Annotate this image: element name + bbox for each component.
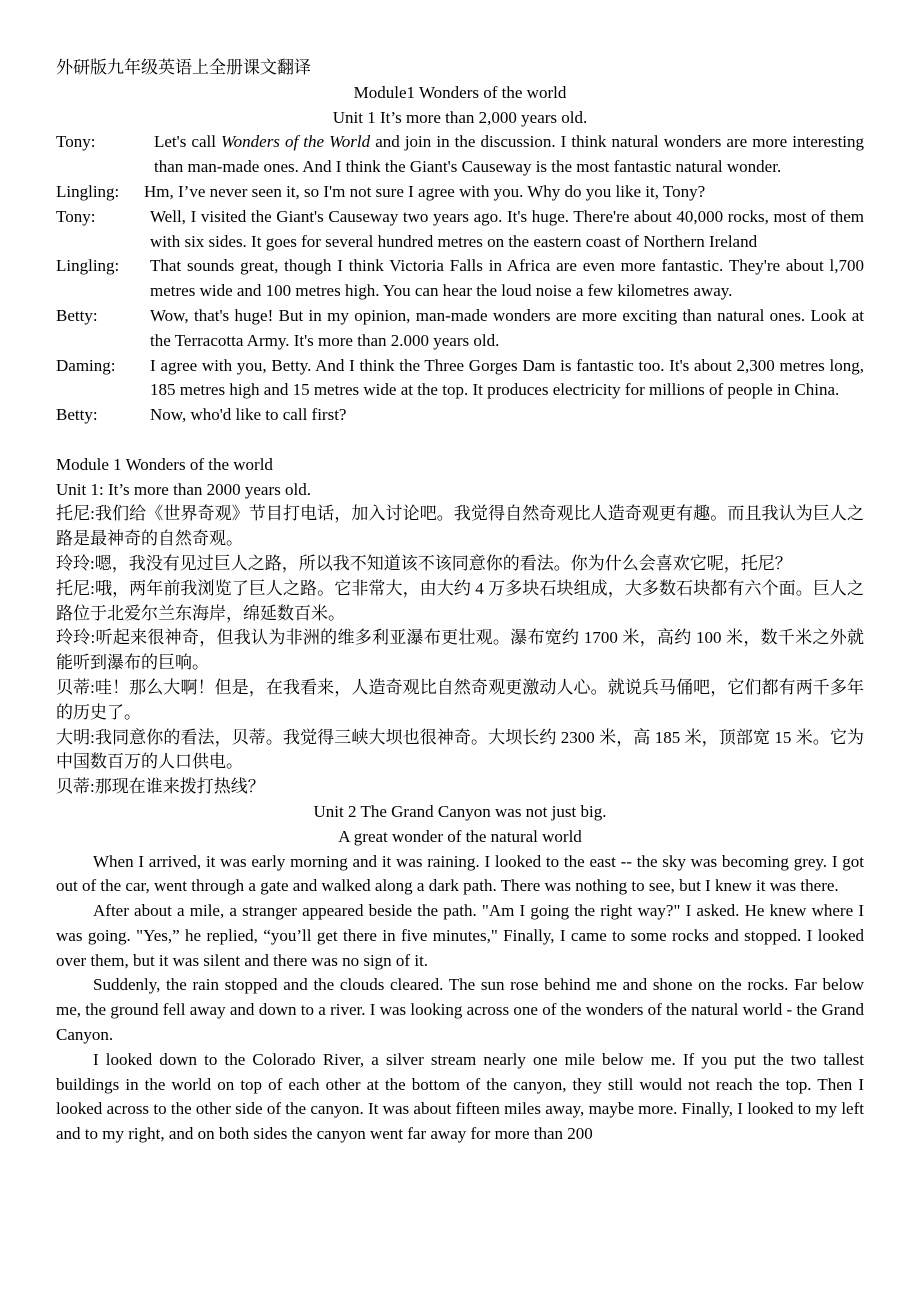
- story-paragraph: I looked down to the Colorado River, a silver stream nearly one mile below me. If you put the two tallest buildings in the world on top of each other at the bottom of the canyon, they still would not reach the top. Then I looked across to the other side of the canyon. It was about fifteen miles away, maybe more. Finally, I looked to my left and to my right, and on both sides the canyon went far away for more than 200: [56, 1049, 864, 1144]
- speaker-label: Betty:: [56, 305, 98, 325]
- program-title: Wonders of the World: [221, 132, 371, 152]
- story-paragraph: Suddenly, the rain stopped and the clouds cleared. The sun rose behind me and shone on the rocks. Far below me, the ground fell away and down to a river. I was looking across one of the wonders of the natural world - the Grand Canyon.: [56, 975, 864, 1045]
- utterance-text: Let's call: [154, 132, 222, 152]
- dialogue-line: [56, 205, 864, 255]
- story-paragraph: After about a mile, a stranger appeared beside the path. "Am I going the right way?" I asked. He knew where I was going. "Yes,” he replied, “you’ll get there in five minutes," Finally, I came to some rocks and stopped. I looked over them, but it was silent and there was no sign of it.: [56, 901, 864, 970]
- unit2-subheading: A great wonder of the natural world: [338, 826, 582, 846]
- document-title: 外研版九年级英语上全册课文翻译: [56, 58, 311, 77]
- translation-paragraph: 贝蒂:哇！那么大啊！但是，在我看来，人造奇观比自然奇观更激动人心。就说兵马俑吧，它们都有两千多年的历史了。: [56, 677, 864, 722]
- speaker-label: Lingling:: [56, 181, 120, 201]
- translation-module-heading: Module 1 Wonders of the world: [56, 454, 273, 474]
- dialogue-line: [56, 180, 864, 205]
- translation-paragraph: 大明:我同意你的看法，贝蒂。我觉得三峡大坝也很神奇。大坝长约 2300 米，高 185 米，顶部宽 15 米。它为中国数百万的人口供电。: [56, 727, 864, 772]
- translation-paragraph: 玲玲:听起来很神奇，但我认为非洲的维多利亚瀑布更壮观。瀑布宽约 1700 米，高约 100 米，数千米之外就能听到瀑布的巨响。: [56, 628, 864, 673]
- utterance: Wow, that's huge! But in my opinion, man-made wonders are more exciting than natural ones. Look at the Terracotta Army. It's more than 2.000 years old.: [150, 305, 864, 350]
- translation-paragraph: 玲玲:嗯，我没有见过巨人之路，所以我不知道该不该同意你的看法。你为什么会喜欢它呢，托尼？: [56, 553, 792, 573]
- utterance: Well, I visited the Giant's Causeway two years ago. It's huge. There're about 40,000 rocks, most of them with six sides. It goes for several hundred metres on the eastern coast of Northern Ireland: [150, 206, 864, 251]
- speaker-label: Tony:: [56, 206, 96, 226]
- module1-heading: Module1 Wonders of the world: [353, 82, 567, 102]
- blank-line: [56, 428, 864, 453]
- dialogue-line: [56, 304, 864, 354]
- dialogue-line: [56, 403, 864, 428]
- utterance: That sounds great, though I think Victoria Falls in Africa are even more fantastic. They're about l,700 metres wide and 100 metres high. You can hear the loud noise a few kilometres away.: [150, 256, 864, 301]
- speaker-label: Daming:: [56, 355, 116, 375]
- utterance: Now, who'd like to call first?: [150, 405, 347, 425]
- dialogue-line: [56, 130, 864, 180]
- utterance: [150, 130, 864, 180]
- translation-paragraph: 托尼:我们给《世界奇观》节目打电话，加入讨论吧。我觉得自然奇观比人造奇观更有趣。而且我认为巨人之路是最神奇的自然奇观。: [56, 504, 864, 549]
- utterance: Hm, I’ve never seen it, so I'm not sure I agree with you. Why do you like it, Tony?: [144, 181, 706, 201]
- story-paragraph: When I arrived, it was early morning and it was raining. I looked to the east -- the sky was becoming grey. I got out of the car, went through a gate and walked along a dark path. There was nothing to see, but I knew it was there.: [56, 851, 864, 896]
- unit2-heading: Unit 2 The Grand Canyon was not just big.: [313, 801, 607, 821]
- unit1-heading: Unit 1 It’s more than 2,000 years old.: [332, 107, 588, 127]
- speaker-label: Lingling:: [56, 256, 120, 276]
- translation-unit-heading: Unit 1: It’s more than 2000 years old.: [56, 479, 311, 499]
- translation-paragraph: 托尼:哦，两年前我浏览了巨人之路。它非常大，由大约 4 万多块石块组成，大多数石块都有六个面。巨人之路位于北爱尔兰东海岸，绵延数百米。: [56, 578, 864, 623]
- dialogue-line: [56, 254, 864, 304]
- speaker-label: Tony:: [56, 132, 96, 152]
- translation-paragraph: 贝蒂:那现在谁来拨打热线？: [56, 777, 265, 797]
- speaker-label: Betty:: [56, 405, 98, 425]
- utterance: I agree with you, Betty. And I think the Three Gorges Dam is fantastic too. It's about 2,300 metres long, 185 metres high and 15 metres wide at the top. It produces electricity for millions of people in China.: [150, 355, 864, 400]
- utterance-text: and join in the discussion. I think natural wonders are more interesting than man-made ones. And I think the Giant's Causeway is the most fantastic natural wonder.: [154, 132, 865, 177]
- dialogue-line: [56, 354, 864, 404]
